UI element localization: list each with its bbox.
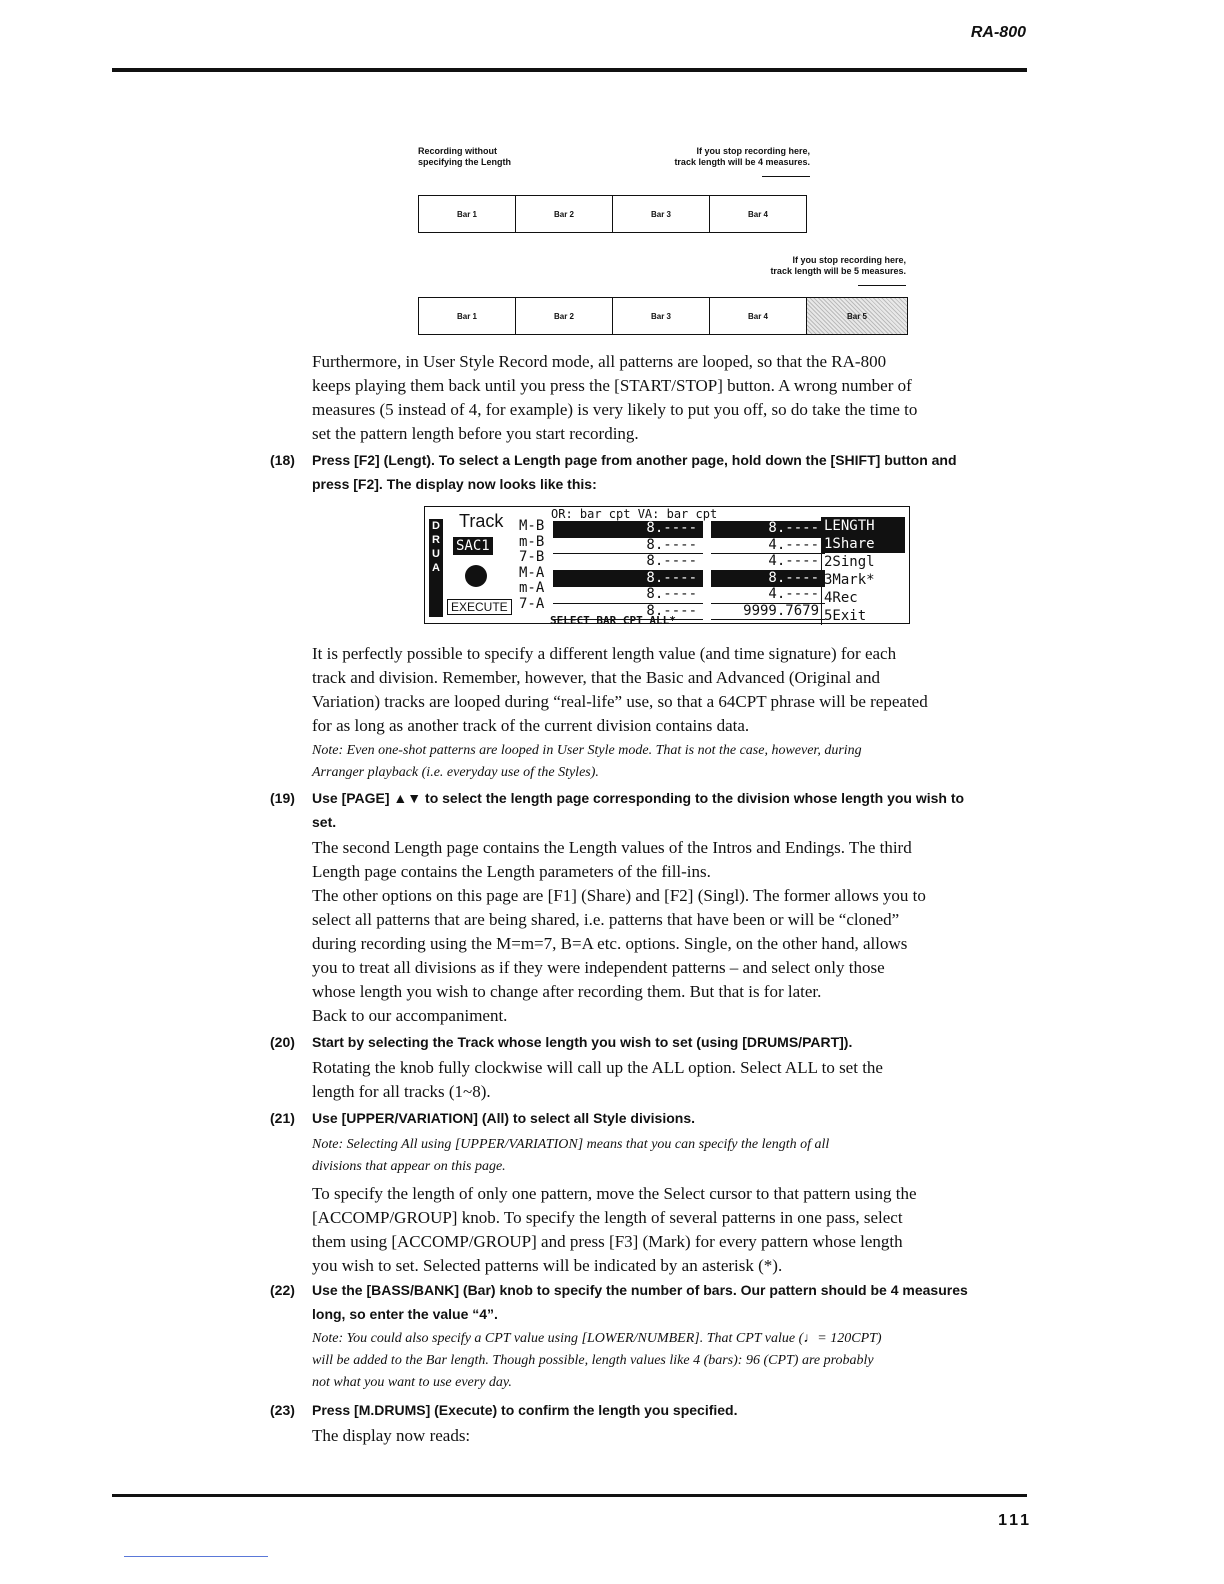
step-number: (20) (270, 1034, 295, 1050)
menu-item: 1Share (821, 535, 905, 553)
text-line: keeps playing them back until you press the [START/STOP] button. A wrong number of (312, 376, 912, 395)
caption-underline (858, 285, 906, 286)
note (312, 740, 862, 784)
step-number: (18) (270, 452, 295, 468)
text-line: whose length you wish to change after recording them. But that is for later. (312, 982, 822, 1001)
text-line: Press [F2] (Lengt). To select a Length page from another page, hold down the [SHIFT] button and (312, 452, 957, 468)
menu-item: 3Mark* (821, 571, 905, 589)
bar-cell: Bar 3 (613, 196, 710, 232)
paragraph (312, 1424, 470, 1448)
lcd-menu (821, 517, 905, 625)
text-line: Variation) tracks are looped during “real-life” use, so that a 64CPT phrase will be repeated (312, 692, 928, 711)
length-cell: 9999.7679 (711, 604, 825, 621)
lcd-track-column (519, 519, 544, 612)
lcd-display (424, 506, 910, 624)
page-number: 111 (998, 1512, 1032, 1529)
step-20 (270, 1030, 853, 1054)
caption-line: track length will be 5 measures. (770, 266, 906, 276)
side-letter: D (432, 520, 440, 532)
lcd-execute: EXECUTE (447, 599, 512, 615)
bar-cell: Bar 1 (419, 298, 516, 334)
text-line: Use the [BASS/BANK] (Bar) knob to specify the number of bars. Our pattern should be 4 measures (312, 1282, 968, 1298)
text-line: To specify the length of only one pattern, move the Select cursor to that pattern using the (312, 1184, 917, 1203)
paragraph (312, 836, 926, 1028)
length-cell: 8.---- (711, 521, 825, 538)
bar-row-5 (418, 297, 908, 335)
lcd-original-column (553, 521, 703, 620)
step-number: (23) (270, 1402, 295, 1418)
caption-line: If you stop recording here, (792, 255, 906, 265)
track-name: M-B (519, 518, 545, 534)
menu-item: 2Singl (821, 553, 905, 571)
paragraph (312, 350, 917, 446)
text-line: Press [M.DRUMS] (Execute) to confirm the length you specified. (312, 1402, 738, 1418)
step-number: (22) (270, 1282, 295, 1298)
footer-link-line (124, 1556, 268, 1557)
lcd-style-name: SAC1 (453, 537, 493, 555)
length-cell: 8.---- (553, 604, 703, 621)
side-letter: U (432, 548, 440, 560)
text-line: Note: Even one-shot patterns are looped in User Style mode. That is not the case, however, during (312, 743, 862, 758)
text-line: [ACCOMP/GROUP] knob. To specify the length of several patterns in one pass, select (312, 1208, 903, 1227)
menu-item: 4Rec (821, 589, 905, 607)
text-line: The display now reads: (312, 1426, 471, 1445)
side-letter: A (432, 562, 440, 574)
text-line: divisions that appear on this page. (312, 1159, 506, 1174)
length-cell: 8.---- (553, 554, 703, 571)
lcd-side-bar (429, 519, 443, 617)
text-line: press [F2]. The display now looks like this: (312, 476, 597, 492)
text-line: them using [ACCOMP/GROUP] and press [F3] (Mark) for every pattern whose length (312, 1232, 903, 1251)
note (312, 1328, 882, 1394)
length-cell: 8.---- (553, 538, 703, 555)
length-cell: 4.---- (711, 587, 825, 604)
track-name: M-A (519, 564, 545, 581)
text-line: for as long as another track of the current division contains data. (312, 716, 750, 735)
paragraph (312, 642, 928, 738)
text-line: Use [PAGE] ▲▼ to select the length page corresponding to the division whose length you wish to (312, 790, 965, 806)
track-name: m-A (519, 580, 545, 596)
text-line: The other options on this page are [F1] (Share) and [F2] (Singl). The former allows you to (312, 886, 926, 905)
bar-cell: Bar 1 (419, 196, 516, 232)
text-line: select all patterns that are being shared, i.e. patterns that have been or will be “cloned” (312, 910, 900, 929)
step-18 (270, 448, 957, 496)
knob-icon (465, 565, 487, 587)
lcd-variation-column (711, 521, 825, 620)
paragraph (312, 1182, 917, 1278)
text-line: long, so enter the value “4”. (312, 1306, 498, 1322)
bar-cell: Bar 3 (613, 298, 710, 334)
length-cell: 8.---- (711, 571, 825, 588)
bar-cell: Bar 4 (747, 209, 768, 219)
text-line: Arranger playback (i.e. everyday use of the Styles). (312, 765, 599, 780)
text-line: Furthermore, in User Style Record mode, all patterns are looped, so that the RA-800 (312, 352, 887, 371)
step-number: (21) (270, 1110, 295, 1126)
caption-line: Recording without (418, 146, 497, 156)
length-cell: 8.---- (553, 587, 703, 604)
lcd-bottom-labels: SELECT BAR CPT ALL* (550, 614, 676, 627)
diagram-top-caption (614, 146, 810, 168)
length-cell: 4.---- (711, 538, 825, 555)
diagram-left-caption (418, 146, 511, 168)
text-line: set the pattern length before you start recording. (312, 424, 639, 443)
menu-item: 5Exit (821, 607, 905, 625)
step-22 (270, 1278, 968, 1326)
caption-line: specifying the Length (418, 157, 512, 167)
text-line: Length page contains the Length parameters of the fill-ins. (312, 862, 711, 881)
lcd-track-label: Track (459, 511, 504, 531)
length-cell: 8.---- (553, 571, 703, 588)
bar-row-4 (418, 195, 807, 233)
text-line: during recording using the M=m=7, B=A etc. options. Single, on the other hand, allows (312, 934, 908, 953)
caption-underline (762, 176, 810, 177)
side-letter: R (432, 534, 440, 546)
footer-rule (112, 1494, 1027, 1497)
menu-item: LENGTH (821, 517, 905, 535)
header-rule (112, 68, 1027, 72)
length-cell: 8.---- (553, 521, 703, 538)
text-line: you to treat all divisions as if they were independent patterns – and select only those (312, 958, 885, 977)
text-line: The second Length page contains the Length values of the Intros and Endings. The third (312, 838, 912, 857)
track-name: 7-A (519, 595, 545, 612)
text-line: It is perfectly possible to specify a different length value (and time signature) for each (312, 644, 897, 663)
note (312, 1134, 829, 1178)
text-line: set. (312, 814, 337, 830)
text-line: Rotating the knob fully clockwise will call up the ALL option. Select ALL to set the (312, 1058, 883, 1077)
lcd-header: OR: bar cpt VA: bar cpt (551, 507, 718, 521)
text-line: not what you want to use every day. (312, 1375, 512, 1390)
diagram-bottom-caption (660, 255, 906, 277)
bar-cell-extra: Bar 5 (807, 298, 907, 334)
step-number: (19) (270, 790, 295, 806)
text-line: Use [UPPER/VARIATION] (All) to select all Style divisions. (312, 1110, 696, 1126)
text-line: will be added to the Bar length. Though possible, length values like 4 (bars): 96 (CPT) are probably (312, 1353, 874, 1368)
bar-cell: Bar 4 (710, 298, 807, 334)
text-line: Note: Selecting All using [UPPER/VARIATION] means that you can specify the length of all (312, 1137, 830, 1152)
text-line: measures (5 instead of 4, for example) is very likely to put you off, so do take the time to (312, 400, 918, 419)
step-21 (270, 1106, 696, 1130)
header-title: RA-800 (970, 24, 1026, 41)
track-name: 7-B (519, 549, 545, 565)
step-23 (270, 1398, 738, 1422)
caption-line: If you stop recording here, (696, 146, 810, 156)
text-line: Back to our accompaniment. (312, 1006, 508, 1025)
track-name: m-B (519, 533, 545, 550)
paragraph (312, 1056, 883, 1104)
text-line: you wish to set. Selected patterns will be indicated by an asterisk (*). (312, 1256, 783, 1275)
step-19 (270, 786, 965, 834)
length-cell: 4.---- (711, 554, 825, 571)
caption-line: track length will be 4 measures. (674, 157, 810, 167)
text-line: Note: You could also specify a CPT value using [LOWER/NUMBER]. That CPT value (♩= 120CPT) (312, 1331, 882, 1346)
text-line: Start by selecting the Track whose length you wish to set (using [DRUMS/PART]). (312, 1034, 853, 1050)
text-line: track and division. Remember, however, that the Basic and Advanced (Original and (312, 668, 880, 687)
text-line: length for all tracks (1~8). (312, 1082, 491, 1101)
bar-cell: Bar 2 (516, 298, 613, 334)
bar-cell: Bar 2 (516, 196, 613, 232)
